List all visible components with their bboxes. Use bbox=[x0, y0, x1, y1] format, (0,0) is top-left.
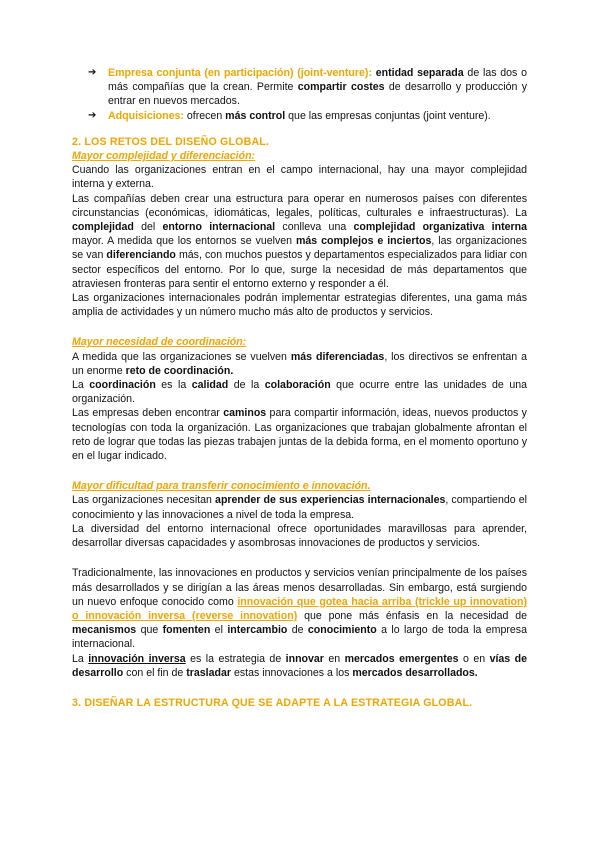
document-page bbox=[72, 66, 527, 710]
subheading: Mayor complejidad y diferenciación: bbox=[72, 150, 256, 163]
paragraph: La coordinación es la calidad de la colaboración que ocurre entre las unidades de una organización. bbox=[72, 379, 527, 406]
section-heading: 3. DISEÑAR LA ESTRUCTURA QUE SE ADAPTE A LA ESTRATEGIA GLOBAL. bbox=[72, 696, 473, 709]
subheading: Mayor necesidad de coordinación: bbox=[72, 336, 247, 349]
arrow-bullet-icon: ➔ bbox=[88, 109, 97, 121]
paragraph: Las compañías deben crear una estructura para operar en numerosos países con diferentes circunstancias (económicas, idiomáticas, legales, políticas, culturales e infraestructuras). La complejidad del entorno internacional conlleva una complejidad organizativa interna mayor. A medida que los entornos se vuelven más complejos e inciertos, las organizaciones se van diferenciando más, con muchos puestos y departamentos especializados para lidiar con sector específicos del entorno. Por lo que, surge la necesidad de más departamentos que atraviesen fronteras para sentir el entorno externo y responder a él. bbox=[72, 192, 527, 290]
arrow-bullet-icon: ➔ bbox=[88, 67, 97, 78]
paragraph: Tradicionalmente, las innovaciones en productos y servicios venían principalmente de los países más desarrollados y se dirigían a las áreas menos desarrolladas. Sin embargo, está surgiendo un nuevo enfoque conocido como innovación que gotea hacia arriba (trickle up innovation) o innovación inversa (reverse innovation) que pone más énfasis en la necesidad de mecanismos que fomenten el intercambio de conocimiento a lo largo de toda la empresa internacional. bbox=[72, 567, 528, 651]
paragraph: Las empresas deben encontrar caminos para compartir información, ideas, nuevos productos y tecnologías con toda la organización. Las organizaciones que trabajan globalmente afrontan el reto de lograr que todas las piezas trabajen juntas de la debida forma, en el momento oportuno y en el lugar indicado. bbox=[72, 407, 527, 463]
paragraph: Las organizaciones necesitan aprender de sus experiencias internacionales, compartiendo el conocimiento y las innovaciones a nivel de toda la empresa. bbox=[72, 494, 527, 521]
section-heading: 2. LOS RETOS DEL DISEÑO GLOBAL. bbox=[72, 135, 270, 148]
paragraph: Cuando las organizaciones entran en el campo internacional, hay una mayor complejidad interna y externa. bbox=[72, 164, 527, 191]
list-item: ➔ Adquisiciones: ofrecen más control que las empresas conjuntas (joint venture). bbox=[88, 109, 491, 122]
paragraph: La innovación inversa es la estrategia de innovar en mercados emergentes o en vías de desarrollo con el fin de trasladar estas innovaciones a los mercados desarrollados. bbox=[72, 652, 527, 679]
paragraph: A medida que las organizaciones se vuelven más diferenciadas, los directivos se enfrentan a un enorme reto de coordinación. bbox=[72, 350, 528, 377]
paragraph: Las organizaciones internacionales podrán implementar estrategias diferentes, una gama más amplia de actividades y un número mucho más alto de productos y servicios. bbox=[72, 292, 527, 319]
list-item: ➔ Empresa conjunta (en participación) (joint-venture): entidad separada de las dos o más compañías que la crean. Permite compartir costes de desarrollo y producción y entrar en nuevos mercados. bbox=[88, 67, 527, 108]
bullet-list bbox=[88, 66, 527, 123]
subheading: Mayor dificultad para transferir conocimiento e innovación. bbox=[72, 480, 371, 493]
paragraph: La diversidad del entorno internacional ofrece oportunidades maravillosas para aprender, desarrollar diversas capacidades y asombrosas innovaciones de productos y servicios. bbox=[72, 522, 527, 550]
